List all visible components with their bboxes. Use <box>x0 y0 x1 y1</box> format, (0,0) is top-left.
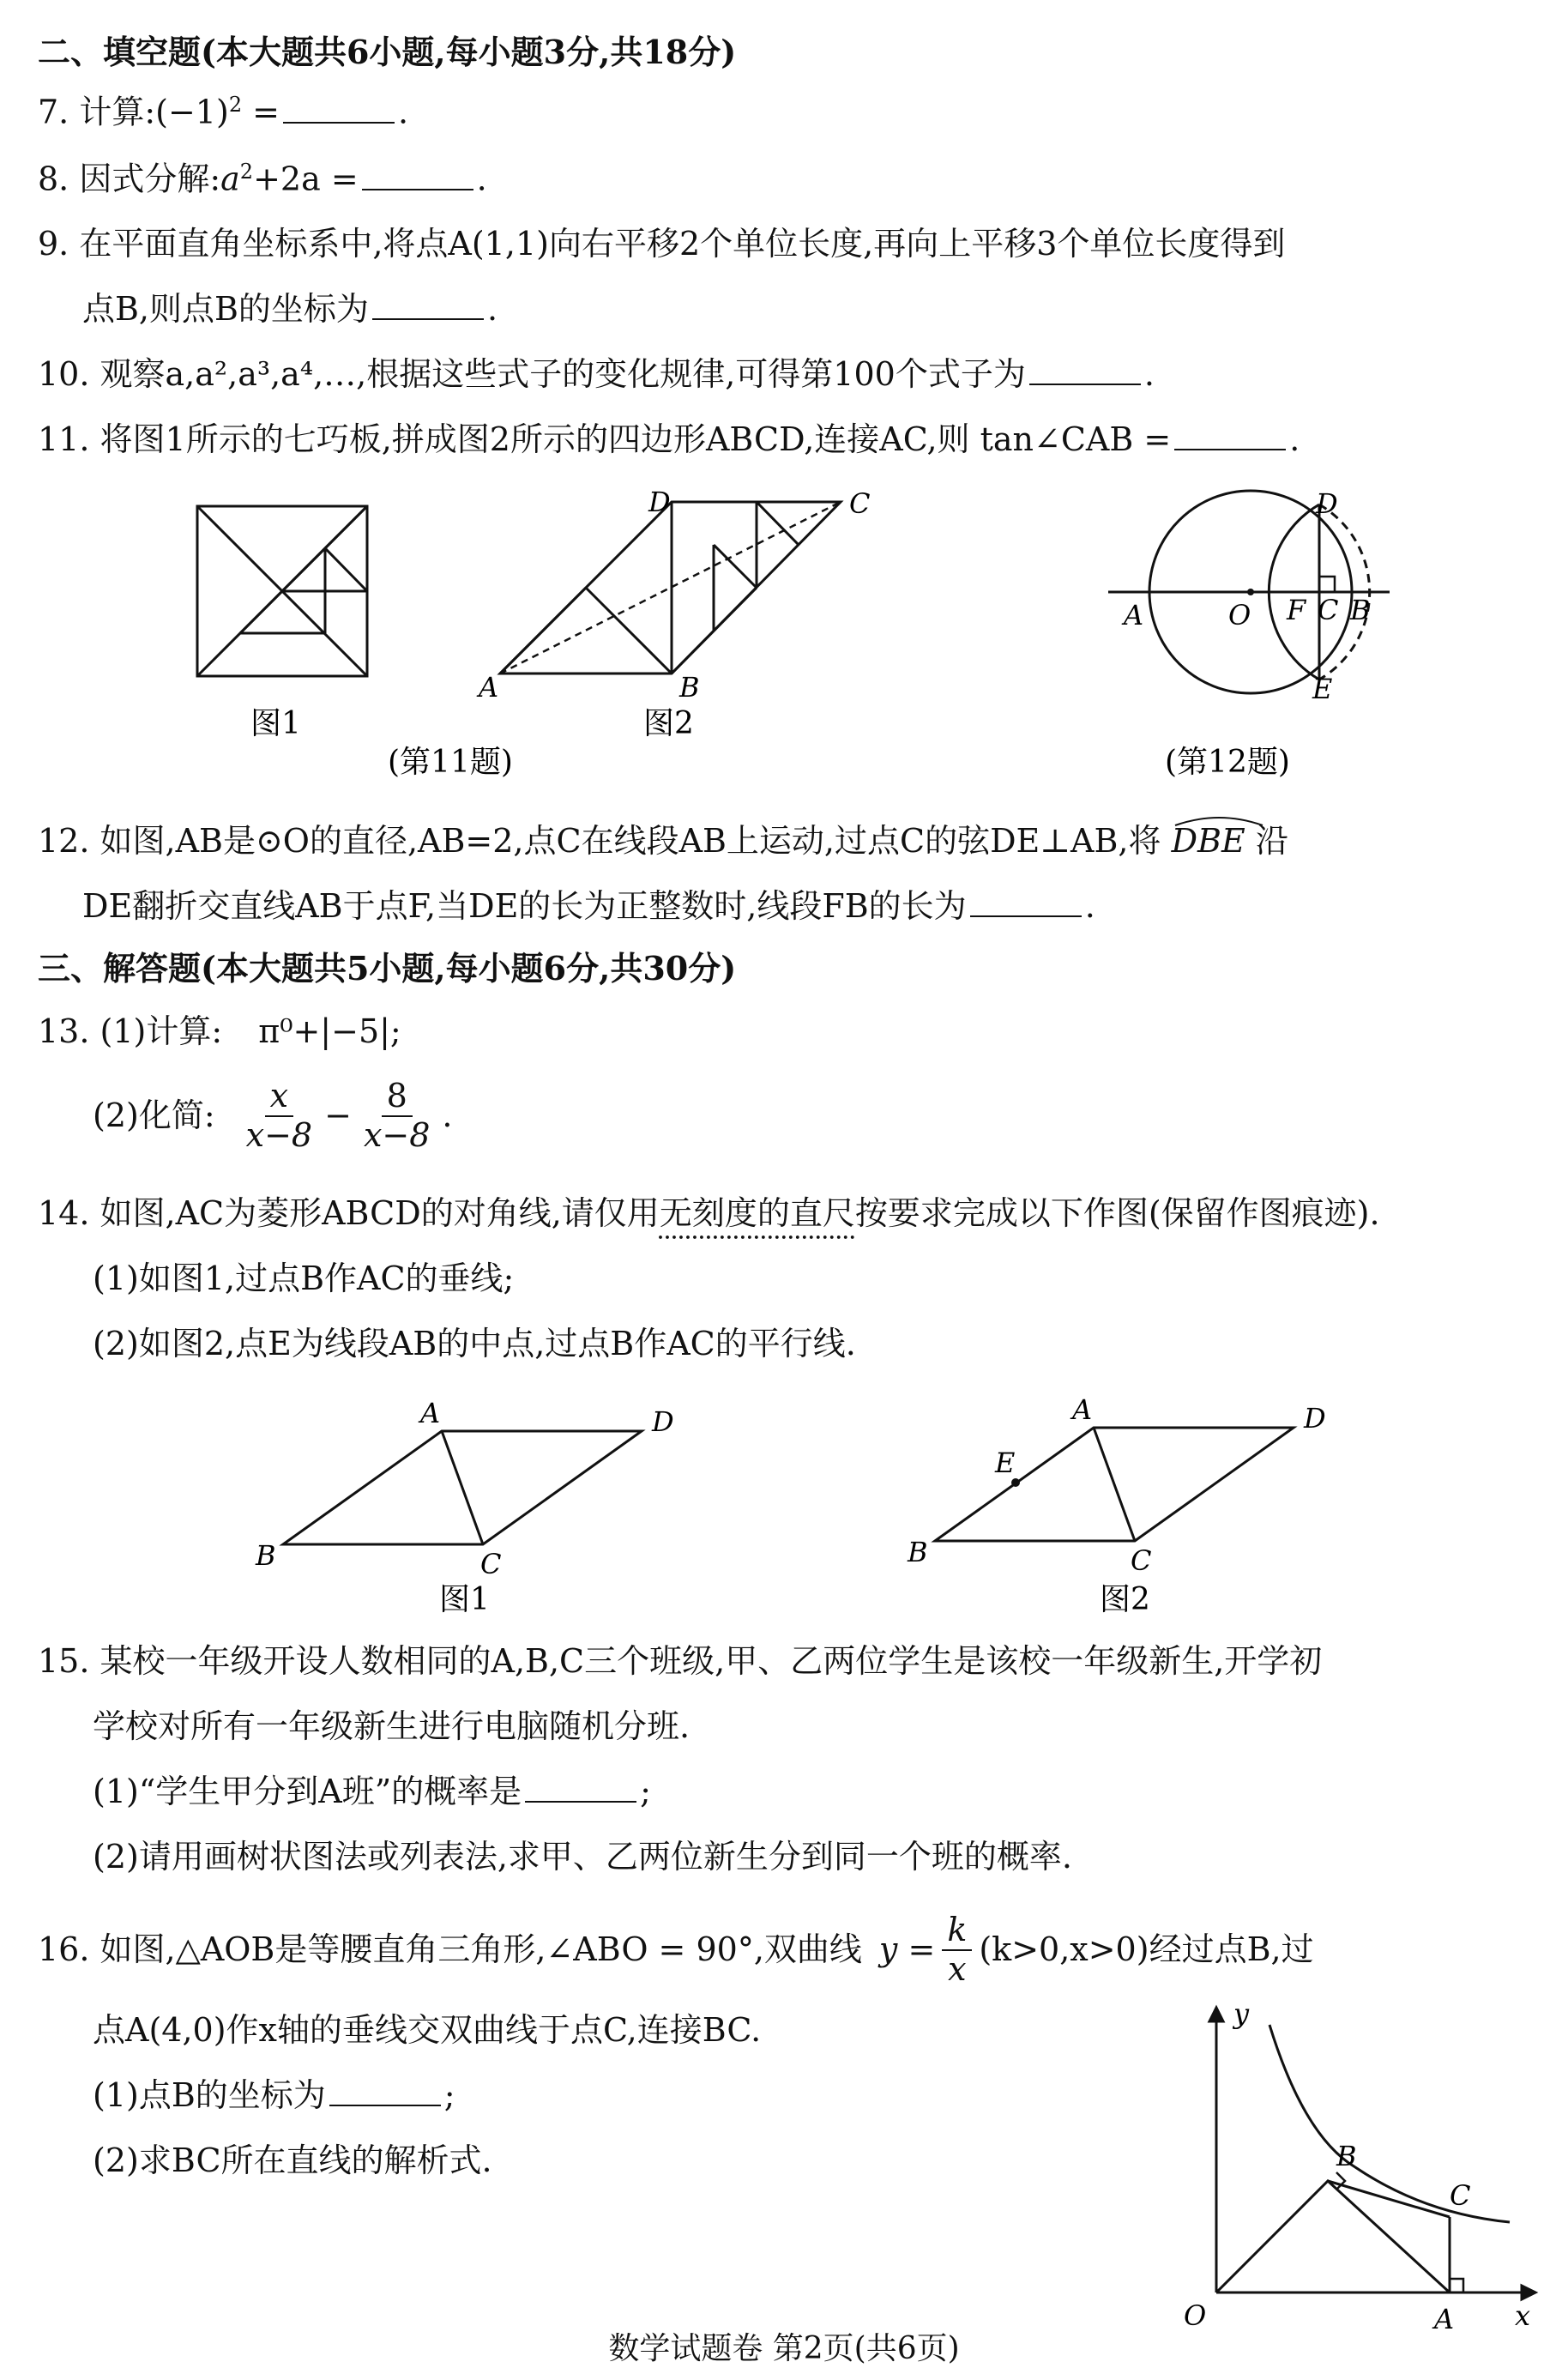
page-footer: 数学试题卷 第2页(共6页) <box>608 2331 960 2366</box>
question-13-2: (2)化简: $\frac{x}{x-8}$ − $\frac{8}{x-8}$ . <box>93 1077 453 1154</box>
fig11-caption-1: 图1 <box>250 706 301 741</box>
fig12-point-F: F <box>1287 594 1306 626</box>
fig14-1-point-A: A <box>420 1397 441 1429</box>
fig12-point-A: A <box>1124 599 1144 631</box>
q11-text: 11. 将图1所示的七巧板,拼成图2所示的四边形ABCD,连接AC,则 tan∠CAB = <box>38 420 1172 458</box>
q16-text-end: (k>0,x>0)经过点B,过 <box>979 1930 1314 1968</box>
fig11-point-D: D <box>648 486 671 518</box>
question-11: 11. 将图1所示的七巧板,拼成图2所示的四边形ABCD,连接AC,则 tan∠CAB = . <box>38 420 1300 458</box>
q12-text: 12. 如图,AB是⊙O的直径,AB=2,点C在线段AB上运动,过点C的弦DE⊥AB,将 <box>38 822 1161 860</box>
q14-emphasis: 无刻度的直尺 <box>659 1194 855 1232</box>
fig11-caption: (第11题) <box>388 745 513 780</box>
q8-text: 8. 因式分解: <box>38 160 221 198</box>
fig16-point-B: B <box>1336 2140 1357 2172</box>
minus-sign: − <box>324 1096 352 1134</box>
section-2-heading: 二、填空题(本大题共6小题,每小题3分,共18分) <box>38 33 737 71</box>
q16-text: 16. 如图,△AOB是等腰直角三角形,∠ABO = 90°,双曲线 <box>38 1930 862 1968</box>
q7-text: 7. 计算:(−1) <box>38 93 229 131</box>
fig14-1-point-C: C <box>480 1548 502 1580</box>
fraction-k-x: $\frac{k}{x}$ <box>942 1912 972 1988</box>
fraction-1: $\frac{x}{x-8}$ <box>245 1077 313 1154</box>
fig14-2-point-D: D <box>1304 1402 1326 1435</box>
question-15-line-2: 学校对所有一年级新生进行电脑随机分班. <box>93 1707 691 1745</box>
x-axis-arrow <box>1522 2286 1535 2299</box>
fig12-point-B: B <box>1350 594 1371 626</box>
fig14-2-point-E: E <box>995 1447 1016 1479</box>
question-7: 7. 计算$:(-1)^2$ = . <box>38 93 409 131</box>
question-9-line-2: 点B,则点B的坐标为 . <box>82 290 498 328</box>
q14-text-end: 按要求完成以下作图(保留作图痕迹). <box>854 1194 1380 1232</box>
q7-equals: = <box>242 93 280 131</box>
fig16-y-label: y <box>1233 1997 1250 2030</box>
q12-text-2: DE翻折交直线AB于点F,当DE的长为正整数时,线段FB的长为 <box>82 887 967 925</box>
q8-var: a <box>220 160 240 198</box>
question-16-2: (2)求BC所在直线的解析式. <box>93 2141 492 2179</box>
question-15-2: (2)请用画树状图法或列表法,求甲、乙两位新生分到同一个班的概率. <box>93 1838 1072 1876</box>
q16-y: y = <box>878 1930 936 1968</box>
fig16-point-A: A <box>1434 2303 1455 2335</box>
fig14-2-point-C: C <box>1131 1544 1152 1577</box>
question-16-1: (1)点B的坐标为 ; <box>93 2076 455 2114</box>
fig16-x-label: x <box>1515 2299 1531 2332</box>
question-9-line-1: 9. 在平面直角坐标系中,将点A(1,1)向右平移2个单位长度,再向上平移3个单位长度得到 <box>38 225 1286 263</box>
fig14-1-point-B: B <box>256 1539 276 1572</box>
fig12-caption: (第12题) <box>1165 745 1290 780</box>
q12-text-end: 沿 <box>1255 822 1288 860</box>
question-14-2: (2)如图2,点E为线段AB的中点,过点B作AC的平行线. <box>93 1325 856 1362</box>
fig14-caption-2: 图2 <box>1100 1582 1150 1617</box>
fig12-point-D: D <box>1316 487 1338 520</box>
fig11-point-A: A <box>479 671 499 704</box>
fig11-point-C: C <box>849 487 871 520</box>
fig14-2-point-A: A <box>1072 1393 1093 1426</box>
q7-exponent: 2 <box>228 93 243 117</box>
y-axis-arrow <box>1209 2008 1223 2021</box>
fig16-point-C: C <box>1450 2179 1471 2212</box>
q13-1-expr: π⁰+|−5|; <box>258 1012 401 1050</box>
fig12-point-O: O <box>1228 599 1251 631</box>
fig11-point-B: B <box>679 671 700 704</box>
fig14-1-point-D: D <box>652 1405 674 1438</box>
question-15-1: (1)“学生甲分到A班”的概率是 ; <box>93 1773 651 1810</box>
q9-text: 点B,则点B的坐标为 <box>82 290 369 328</box>
question-15-line-1: 15. 某校一年级开设人数相同的A,B,C三个班级,甲、乙两位学生是该校一年级新生,开学初 <box>38 1642 1323 1680</box>
arc-label: DBE <box>1171 822 1245 860</box>
section-3-heading: 三、解答题(本大题共5小题,每小题6分,共30分) <box>38 949 737 988</box>
q8-expr: +2a = <box>253 160 359 198</box>
question-8: 8. 因式分解$:a^2+2a$ = . <box>38 160 487 198</box>
q14-text: 14. 如图,AC为菱形ABCD的对角线,请仅用 <box>38 1194 660 1232</box>
fig12-point-E: E <box>1312 673 1333 705</box>
fig14-2-point-B: B <box>908 1536 928 1568</box>
question-10: 10. 观察a,a²,a³,a⁴,…,根据这些式子的变化规律,可得第100个式子为 . <box>38 355 1155 393</box>
q13-1-text: 13. (1)计算: <box>38 1012 223 1050</box>
q10-text: 10. 观察a,a²,a³,a⁴,…,根据这些式子的变化规律,可得第100个式子为 <box>38 355 1026 393</box>
fig12-point-C: C <box>1318 594 1339 626</box>
fraction-2: $\frac{8}{x-8}$ <box>363 1077 431 1154</box>
fig11-caption-2: 图2 <box>643 706 694 741</box>
question-16-line-2: 点A(4,0)作x轴的垂线交双曲线于点C,连接BC. <box>93 2011 762 2049</box>
hyperbola <box>1269 2025 1510 2222</box>
q16-1-text: (1)点B的坐标为 <box>93 2076 326 2114</box>
fig14-caption-1: 图1 <box>439 1582 490 1617</box>
question-14-1: (1)如图1,过点B作AC的垂线; <box>93 1259 515 1297</box>
q15-1-text: (1)“学生甲分到A班”的概率是 <box>93 1773 522 1810</box>
q13-2-text: (2)化简: <box>93 1096 215 1134</box>
fig16-point-O: O <box>1184 2299 1207 2332</box>
q8-exponent: 2 <box>239 160 254 184</box>
question-12-line-2: DE翻折交直线AB于点F,当DE的长为正整数时,线段FB的长为 . <box>82 887 1095 925</box>
